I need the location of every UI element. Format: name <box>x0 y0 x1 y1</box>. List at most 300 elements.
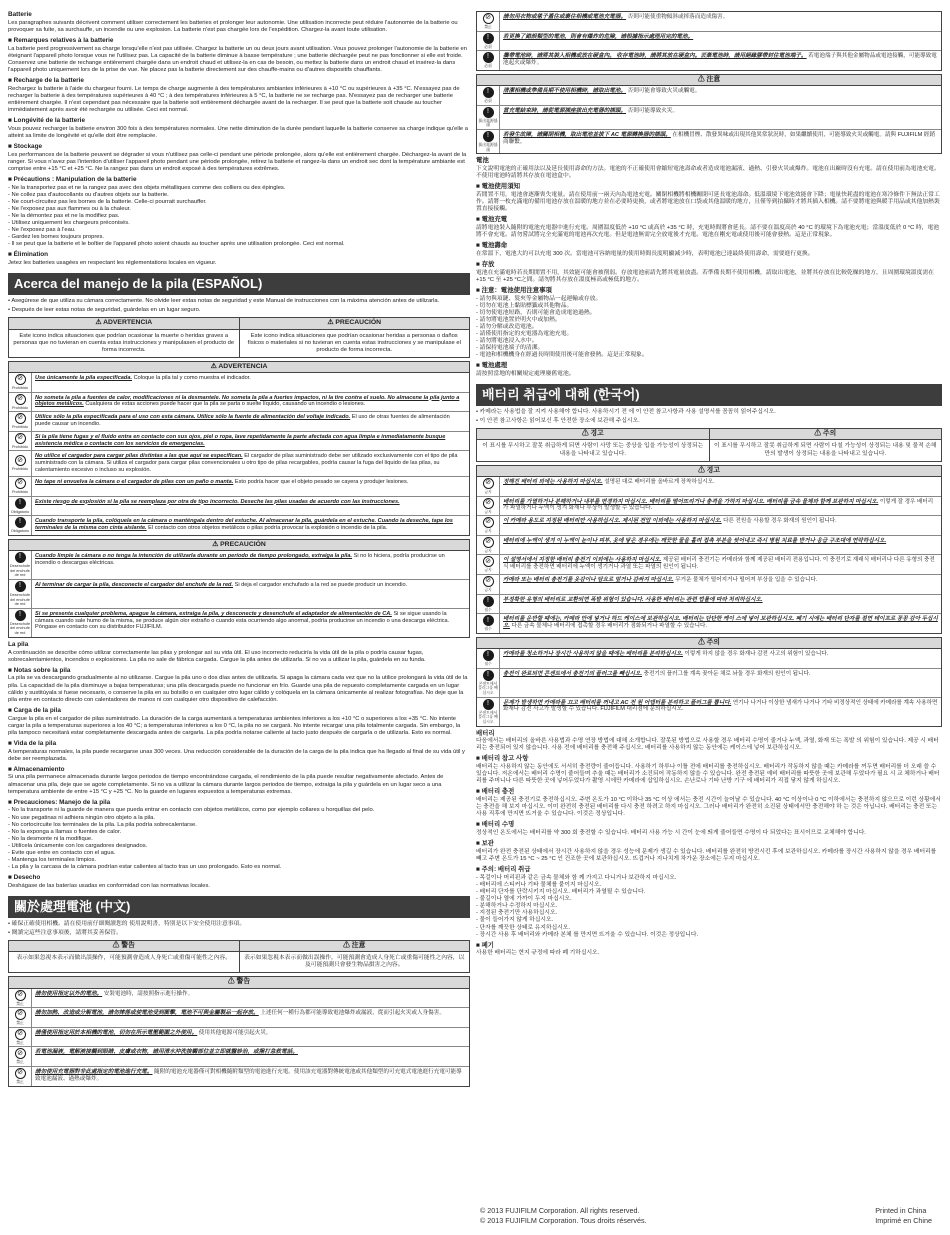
row-text <box>500 86 941 105</box>
prohibition-icon: ⊘ <box>15 1068 26 1079</box>
detail-text: 否則可能導致火災。 <box>626 107 678 114</box>
zh-bullet: • 閱讀完這些注意事項後，請將其妥善保管。 <box>8 929 122 936</box>
list-item: - 請勿將電池浸入水中。 <box>476 338 538 345</box>
emphasis-text: 카메라를 청소하거나 장시간 사용하지 않을 때에는 배터리를 분리하십시오. <box>503 651 683 658</box>
mandatory-action-icon: ! <box>483 33 494 44</box>
es-notes-text: La pila se va descargando gradualmente al no utilizarse. Cargue la pila uno o dos días antes de utilizarla. Si apaga la cámara cada vez que no la utilice prolongará la vida útil de la pila. La capacidad de la pila disminuye a bajas temperaturas; una pila descargada puede no funcionar en frío. Guarde una pila de repuesto completamente cargada en un lugar cálido y sustitúyala si fuese necesario, o conserve la pila en su bolsillo o en cualquier otro lugar cálido y colóquela en la cámara únicamente al realizar fotografías. No deje que la pila entre en contacto directo con calentadores de manos ni con cualquier otro dispositivo de calefacción. <box>8 675 468 703</box>
detail-text: 제공된 배터리 충전기는 카메라와 함께 제공된 배터리 전용입니다. 이 충전기로 재래식 배터리나 다른 유형의 충전식 배터리를 충전하면 배터리에 누액이 생기거나 과열 또는 파열의 원인이 됩니다. <box>503 557 935 571</box>
zh-warning-table <box>8 976 470 1086</box>
table-row <box>9 393 469 413</box>
emphasis-text: 배터리를 가열하거나 분해하거나 내부를 변경하지 마십시오. 배터리를 떨어뜨리거나 충격을 가하지 마십시오. 배터리를 금속 물체와 함께 보관하지 마십시오. <box>503 498 879 505</box>
emphasis-text: 攜帶電池時，請將其裝入相機或放在硬盒內。 收存電池時，請將其放在硬盒內。丟棄電池時，請用絕緣膠帶封住電池端子。 <box>503 53 807 60</box>
symbol-cell <box>477 575 500 594</box>
list-item: - Mantenga los terminales limpios. <box>8 856 96 863</box>
detail-text: 설명된 대로 배터리를 올바르게 장착하십시오. <box>602 478 715 485</box>
table-row <box>9 580 469 609</box>
emphasis-text: 카메라 또는 배터리 충전기를 옷감이나 담요로 덮거나 감싸지 마십시오. <box>503 577 674 584</box>
fr-storage-heading: ■ Stockage <box>8 143 43 150</box>
fr-disposal-text: Jetez les batteries usagées en respectant les réglementations locales en vigueur. <box>8 260 217 267</box>
detail-text: 使用其他電源可能引起火災。 <box>197 1029 272 1036</box>
emphasis-text: Cuando transporte la pila, colóquela en la cámara o manténgala dentro del estuche. Al almacenar la pila, guárdela en el estuche. Cuando la deseche, tape los terminales de la misma con cinta aislante. <box>35 518 453 531</box>
es-charge-text: Cargue la pila en el cargador de pilas suministrado. La duración de la carga aumentará a temperaturas ambientes inferiores a los +10 °C o superiores a los +35 °C. No intente cargar la pila a temperaturas superiores a los 40 °C; a temperaturas inferiores a los 0 °C, la pila no se cargará. No intente recargar una pila totalmente cargada. Sin embargo, la pila tampoco necesitará estar completamente descargada antes de cargarla. La pila podría notarse caliente al tacto justo después de cargarla o de utilizarla. Esto es normal. <box>8 715 461 736</box>
table-row <box>9 477 469 497</box>
table-row <box>9 989 469 1009</box>
ko-warning-table <box>476 465 942 634</box>
copyright-french: © 2013 FUJIFILM Corporation. Tous droits réservés. <box>480 1216 647 1226</box>
table-row <box>477 497 941 517</box>
detail-text: 在相機冒煙、散發異味或出現其他異常狀況時，如果繼續使用，可能導致火災或觸電。請與 FUJIFILM 經銷商聯繫。 <box>503 132 935 145</box>
symbol-cell <box>477 497 500 516</box>
symbol-cell <box>477 477 500 496</box>
ko-bullet: • 이 안전 참고사항은 읽어보신 후 안전한 장소에 보관해 주십시오. <box>476 418 640 425</box>
ko-precautions-list <box>476 875 942 939</box>
symbol-cell <box>9 373 32 392</box>
mandatory-action-icon: ! <box>483 596 494 607</box>
symbol-cell <box>477 51 500 70</box>
detail-text: 이렇게 하지 않을 경우 화재나 감전 사고의 위험이 있습니다. <box>682 651 829 658</box>
list-item: - No cortocircuite los terminales de la pila. La pila podría sobrecalentarse. <box>8 821 197 828</box>
symbol-cell <box>9 580 32 608</box>
warning-triangle-icon: ⚠ <box>814 430 824 438</box>
fr-disposal-heading: ■ Élimination <box>8 251 49 259</box>
symbol-label: Desenchufe del enchufe de red <box>9 592 31 607</box>
row-text <box>500 51 941 70</box>
ko-disposal-text: 사용한 배터리는 현지 규정에 따라 폐 기하십시오. <box>476 950 600 957</box>
mandatory-action-icon: ! <box>15 498 26 509</box>
list-item: - 단자를 깨끗한 상태로 유지하십시오. <box>476 924 570 931</box>
table-row <box>477 86 941 106</box>
symbol-label: 禁止 <box>16 1080 24 1085</box>
warning-triangle-icon: ⚠ <box>227 978 237 986</box>
symbol-label: 必須 <box>484 44 492 49</box>
es-notes-heading: ■ Notas sobre la pila <box>8 666 71 674</box>
symbol-cell <box>9 516 32 535</box>
mandatory-action-icon: ! <box>483 52 494 63</box>
zh-life-text: 在常溫下，電池大約可以充電 300 次。當電池可容納電量的使用時間長度明顯減少時，表明電池已達最終使用壽命，需要進行更換。 <box>476 250 814 257</box>
row-text <box>500 669 941 697</box>
spanish-section <box>8 273 470 890</box>
table-row <box>477 130 941 153</box>
zh-warning-rows-continued <box>477 12 941 70</box>
row-text <box>32 1028 469 1047</box>
symbol-cell <box>9 432 32 451</box>
list-item: - No la desmonte ni la modifique. <box>8 835 93 842</box>
symbol-cell <box>477 86 500 105</box>
detail-text: Si no lo hiciera, podría producirse un incendio o descargas eléctricas. <box>35 553 445 566</box>
fr-life-text: Vous pouvez recharger la batterie environ 300 fois à des températures normales. Une nette diminution de la durée pendant laquelle la batterie conserve sa charge indique qu'elle a atteint sa limite de longévité et qu'elle doit être remplacée. <box>8 125 468 139</box>
signal-description: Este icono indica situaciones que podrían ocasionar heridas a personas o daños físicos o materiales si no tuvieran en cuenta estas instrucciones y se manipulase el producto de forma incorrecta. <box>247 332 461 353</box>
ko-caution-table <box>476 637 942 727</box>
es-charge-heading: ■ Carga de la pila <box>8 706 61 714</box>
emphasis-text: 若發生故障，請關閉相機，取出電池並拔下 AC 電源轉換器的插頭。 <box>503 132 671 139</box>
symbol-label: Prohibido <box>11 467 29 472</box>
fr-precautions-heading: ■ Précautions : Manipulation de la batterie <box>8 176 137 183</box>
zh-precautions-list <box>476 296 942 360</box>
symbol-label: Prohibido <box>11 405 29 410</box>
symbol-label: 금지 <box>484 548 492 553</box>
row-text <box>500 614 941 633</box>
row-text <box>500 516 941 535</box>
list-item: - 배터리에 스티커나 기타 물체를 붙이지 마십시오. <box>476 882 602 889</box>
printed-in-english: Printed in China <box>875 1206 927 1215</box>
left-column <box>8 8 470 1230</box>
zh-section-title: 關於處理電池 (中文) <box>8 896 470 918</box>
prohibition-icon: ⊘ <box>15 478 26 489</box>
row-text <box>500 130 941 153</box>
zh-warning-table-continued <box>476 11 942 71</box>
table-row <box>9 412 469 432</box>
signal-heading: 주의 <box>823 430 837 438</box>
es-battery-text: A continuación se describe cómo utilizar correctamente las pilas y prolongar así su vida útil. El uso incorrecto reduciría la vida útil de la pila o podría causar fugas, sobrecalentamientos, incendios o explosiones. La pila no sale de fábrica cargada. Cargue la pila antes de utilizarla. Si no va a utilizar la pila, guárdela en su funda. <box>8 649 426 663</box>
signal-description: 表示如果忽視本表示而做出誤操作，可能預測會造成人身死亡或重傷可能性之內容，以及可能預測只會發生物品損害之內容。 <box>244 955 465 969</box>
symbol-cell <box>9 551 32 579</box>
symbol-cell <box>9 989 32 1008</box>
emphasis-text: 請勿使用指定以外的電池。 <box>35 990 103 997</box>
warning-triangle-icon: ⚠ <box>697 75 707 83</box>
zh-warning-signal <box>9 941 240 972</box>
table-row <box>9 609 469 637</box>
chinese-section-continued <box>476 11 942 378</box>
zh-caution-signal <box>240 941 470 972</box>
symbol-cell <box>477 130 500 153</box>
symbol-cell <box>9 1047 32 1066</box>
emphasis-text: Al terminar de cargar la pila, desconecte el cargador del enchufe de la red. <box>35 581 234 588</box>
symbol-cell <box>9 451 32 475</box>
zh-signal-words <box>8 940 470 973</box>
table-row <box>477 614 941 633</box>
symbol-label: 拔出電源插頭 <box>478 143 498 152</box>
right-column <box>476 8 942 1230</box>
list-item: - 請勿與項鏈、髮夾等金屬物品一起運輸或存放。 <box>476 295 602 302</box>
warning-triangle-icon: ⚠ <box>343 941 352 949</box>
detail-text: 연기나 나거나 이상한 냄새가 나거나 기타 비정상적인 상태에 카메라를 계속 사용하면 화재나 감전 사고가 발생할 수 있습니다. FUJIFILM 대리점에 문의하십시오. <box>503 699 938 713</box>
list-item: - 배터리 단자를 단락시키지 마십시오. 배터리가 과열될 수 있습니다. <box>476 889 646 896</box>
row-text <box>32 989 469 1008</box>
prohibition-icon: ⊘ <box>483 517 494 528</box>
detail-text: 충전기의 플러그를 계속 꽂아둔 채로 놔둘 경우 화재의 원인이 됩니다. <box>642 670 811 677</box>
prohibition-icon: ⊘ <box>15 1048 26 1059</box>
symbol-cell <box>477 669 500 697</box>
fr-life-heading: ■ Longévité de la batterie <box>8 117 86 125</box>
emphasis-text: 배터리에 누액이 생겨 이 누액이 눈이나 피부, 옷에 닿은 경우에는 깨끗한 물을 흘려 접촉 부분을 씻어내고 즉시 병원 치료를 받거나 응급 구조대에 연락하십시오. <box>503 537 887 544</box>
symbol-cell <box>477 516 500 535</box>
printed-in-french: Imprimé en Chine <box>875 1216 932 1226</box>
mandatory-action-icon: ! <box>483 87 494 98</box>
row-text <box>32 432 469 451</box>
row-text <box>32 609 469 637</box>
es-caution-signal <box>240 318 470 356</box>
prohibition-icon: ⊘ <box>15 413 26 424</box>
table-row <box>9 1067 469 1086</box>
es-caution-table <box>8 539 470 638</box>
row-text <box>32 1067 469 1086</box>
list-item: - 請保持電池端子的清潔。 <box>476 345 544 352</box>
symbol-label: Obligatorio <box>10 509 30 514</box>
es-storage-text: Si una pila permanece almacenada durante largos periodos de tiempo encontrándose cargada, el rendimiento de la pila puede resultar negativamente afectado. Antes de almacenar una pila, deje que se agote completamente. Si no va a utilizar la cámara durante largos periodos de tiempo, extraiga la pila y guárdela en un lugar seco a una temperatura ambiente de entre +15 °C y +25 °C. No la guarde en lugares expuestos a temperaturas extremas. <box>8 774 444 795</box>
row-text <box>500 497 941 516</box>
warning-triangle-icon: ⚠ <box>327 319 336 327</box>
symbol-label: 금지 <box>484 509 492 514</box>
detail-text: 安裝電池時，請按照指示進行操作。 <box>102 990 194 997</box>
signal-heading: 注意 <box>351 941 366 949</box>
ko-signal-words <box>476 428 942 461</box>
list-item: - Ne court-circuitez pas les bornes de la batterie. Celle-ci pourrait surchauffer. <box>8 198 207 205</box>
emphasis-text: 請勿使用充電器對非此處指定的電池進行充電。 <box>35 1069 153 1076</box>
prohibition-icon: ⊘ <box>15 374 26 385</box>
table-row <box>9 1008 469 1028</box>
list-item: - Utilícela únicamente con los cargadores designados. <box>8 842 148 849</box>
detail-text: 다른 금속 물체나 배터리에 접촉할 경우 배터리가 점화되거나 파열할 수 있습니다. <box>509 623 707 630</box>
row-text <box>32 373 469 392</box>
symbol-cell <box>9 412 32 431</box>
row-text <box>500 555 941 574</box>
list-item: - 請勿分解或改造電池。 <box>476 324 538 331</box>
zh-warning-rows <box>9 989 469 1086</box>
row-text <box>500 32 941 51</box>
prohibition-icon: ⊘ <box>15 1009 26 1020</box>
prohibition-icon: ⊘ <box>15 990 26 1001</box>
emphasis-text: Cuando limpie la cámara o no tenga la intención de utilizarla durante un período de tiempo prolongado, extraiga la pila. <box>35 553 353 560</box>
list-item: - Evite que entre en contacto con el agua. <box>8 849 116 856</box>
fr-intro: Les paragraphes suivants décrivent comment utiliser correctement les batteries et prolonger leur autonomie. Une utilisation incorrecte peut réduire l'autonomie de la batterie ou provoquer sa fuite, sa surchauffe, un incendie ou une explosion. La batterie n'est pas chargée lors de l'expédition. Chargez-la avant toute utilisation. <box>8 19 458 33</box>
row-text <box>500 106 941 129</box>
table-heading: 경고 <box>706 466 720 474</box>
symbol-label: 必須 <box>484 64 492 69</box>
es-warning-rows <box>9 373 469 535</box>
zh-battery-text: 下文說明電池的正確用法以及延長使用壽命的方法。電池的不正確使用會縮短電池壽命或者造成電池漏液、過熱、引發火災或爆炸。電池在出廠時沒有充電。請在使用前為電池充電。不使用電池時請將其存放在電池盒中。 <box>476 166 940 180</box>
table-row <box>9 373 469 393</box>
es-life-text: A temperaturas normales, la pila puede recargarse unas 300 veces. Una reducción considerable de la duración de la carga de la pila indica que ha llegado al final de su vida útil y debe ser reemplazada. <box>8 748 465 762</box>
list-item: - 請勿將電池置於明火中或加熱。 <box>476 316 561 323</box>
table-row <box>477 536 941 556</box>
row-text <box>32 551 469 579</box>
emphasis-text: Use únicamente la pila especificada. <box>35 374 133 381</box>
list-item: - Ne l'exposez pas à l'eau. <box>8 227 76 234</box>
emphasis-text: 請勿用衣物或毯子蓋住或裹住相機或電池充電器。 <box>503 14 627 20</box>
ko-warning-rows <box>477 477 941 633</box>
signal-description: 이 표시를 무시하고 잘못 취급하게 되면 사람이 다칠 가능성이 상정되는 내용 및 물적 손해 만의 발생이 상정되는 내용을 나타내고 있습니다. <box>713 443 937 457</box>
symbol-cell <box>477 649 500 668</box>
table-row <box>477 477 941 497</box>
ko-section-title: 배터리 취급에 대해 (한국어) <box>476 384 942 406</box>
row-text <box>500 12 941 31</box>
fr-charge-text: Rechargez la batterie à l'aide du chargeur fourni. Le temps de charge augmente à des températures ambiantes inférieures à +10 °C ou supérieures à +35 °C. N'essayez pas de recharger la batterie à des températures supérieures à 40 °C ; à des températures inférieures à 5 °C, la batterie ne se recharge pas. N'essayez pas de recharger une batterie entièrement chargée. Il n'est cependant pas nécessaire que la batterie soit entièrement déchargée avant de la recharger. Il se peut que la batterie soit chaude au toucher immédiatement après avoir été rechargée ou utilisée. Ceci est normal. <box>8 85 460 113</box>
french-section <box>8 11 470 267</box>
table-row <box>477 555 941 575</box>
list-item: - 목걸이나 머리핀과 같은 금속 물체와 함 께 가지고 다니거나 보관하지 마십시오. <box>476 875 677 882</box>
detail-text: 否則可能會導致火災或觸電。 <box>626 88 701 95</box>
symbol-label: 금지 <box>484 489 492 494</box>
warning-triangle-icon: ⚠ <box>698 466 707 474</box>
detail-text: Coloque la pila tal y como muestra el indicador. <box>132 374 251 381</box>
ko-charge-heading: ■ 배터리 충전 <box>476 788 515 796</box>
prohibition-icon: ⊘ <box>483 478 494 489</box>
detail-text: Si se sigue usando la cámara cuando sale humo de la misma, se produce algún olor extraño o cuando esta ocurriendo algo anormal, podría producirse un incendio o una descarga eléctrica. Póngase en contacto con su distribuidor FUJIFILM. <box>35 610 450 631</box>
emphasis-text: No tape ni envuelva la cámara o el cargador de pilas con un paño o manta. <box>35 478 234 485</box>
ko-life-heading: ■ 배터리 수명 <box>476 821 515 829</box>
symbol-cell <box>477 595 500 614</box>
signal-heading: PRECAUCIÓN <box>335 319 382 327</box>
table-row <box>477 516 941 536</box>
list-item: - La pila y la carcasa de la cámara podrían estar calientes al tacto tras un uso prolongado. Esto es normal. <box>8 863 282 870</box>
symbol-label: 禁止 <box>484 25 492 29</box>
symbol-cell <box>9 1028 32 1047</box>
detail-text: El cargador de pilas suministrado debe ser utilizado exclusivamente con el tipo de pila suministrado con la cámara. Si utiliza el cargador para cargar pilas convencionales u otro tipo de pilas recargables, podría causar la fuga del líquido de las pilas, su calentamiento excesivo o incluso su explosión. <box>35 453 458 474</box>
zh-charge-heading: ■ 電池充電 <box>476 216 508 224</box>
ko-battery-text: 다음에서는 배터리의 올바른 사용법과 수명 연장 방법에 대해 소개합니다. 잘못된 방법으로 사용할 경우 배터리 수명이 줄거나 누액, 과열, 화재 또는 폭발 의 위험이 있습니다. 제공 시 배터리는 충전되어 있지 않습니다. 사용 전에 배터리를 충전해 주십시오. 배터리를 사용하지 않는 동안에는 케이스에 넣어 보관하십시오. <box>476 738 939 752</box>
list-item: - No la exponga a llamas o fuentes de calor. <box>8 828 122 835</box>
list-item: - 請僅使用指定的充電器為電池充電。 <box>476 331 573 338</box>
prohibition-icon: ⊘ <box>483 537 494 548</box>
row-text <box>32 393 469 412</box>
symbol-cell <box>477 698 500 726</box>
symbol-cell <box>9 393 32 412</box>
symbol-label: 금지 <box>484 568 492 573</box>
list-item: - Ne la démontez pas et ne la modifiez pas. <box>8 213 120 220</box>
list-item: - 불길이나 열에 가까이 두지 마십시오. <box>476 896 572 903</box>
emphasis-text: Existe riesgo de explosión si la pila se reemplaza por otra de tipo incorrecto. Deseche las pilas usadas de acuerdo con las instrucciones. <box>35 498 400 505</box>
row-text <box>32 477 469 496</box>
table-row <box>477 12 941 32</box>
ko-caution-signal <box>710 429 942 460</box>
symbol-cell <box>9 477 32 496</box>
list-item: - 장시간 사용 후 배터리와 카메라 본체 를 만지면 뜨거울 수 있습니다. 이것은 정상입니다. <box>476 931 699 938</box>
symbol-cell <box>477 555 500 574</box>
mandatory-action-icon: ! <box>483 615 494 626</box>
symbol-label: Prohibido <box>11 425 29 430</box>
detail-text: Cualquiera de estas acciones puede hacer que la pila se parta o suelte líquido, causando un incendio o lesiones. <box>83 401 366 408</box>
detail-text: 다른 전원을 사용할 경우 화재의 원인이 됩니다. <box>721 518 837 525</box>
row-text <box>500 575 941 594</box>
row-text <box>32 1008 469 1027</box>
table-heading: 注意 <box>706 75 721 83</box>
fr-storage-text: Les performances de la batterie peuvent se dégrader si vous n'utilisez pas celle-ci pendant une période prolongée, alors qu'elle est entièrement chargée. Déchargez-la avant de la ranger. Si vous n'avez pas l'intention d'utiliser l'appareil photo pendant une période prolongée, retirez la batterie et rangez-la dans un endroit sec dont la température ambiante est comprise entre +15 °C et +25 °C. Ne la rangez pas dans un endroit exposé à des températures extrêmes. <box>8 151 467 172</box>
detail-text: 上述任何一種行為都可能導致電池爆炸或漏液，從而引起火災或人身傷害。 <box>258 1010 445 1017</box>
table-row <box>477 698 941 726</box>
symbol-label: 필수 <box>484 662 492 667</box>
table-heading: PRECAUCIÓN <box>220 540 266 548</box>
symbol-cell <box>9 1067 32 1086</box>
fr-precautions-list <box>8 185 470 249</box>
zh-caution-rows <box>477 86 941 153</box>
ko-life-text: 정상적인 온도에서는 배터리를 약 300 회 충전할 수 있습니다. 배터리 사용 가능 시 간이 눈에 띄게 줄어들면 수명이 다 되었다는 표시이므로 교체해야 합니다. <box>476 830 866 837</box>
signal-heading: 警告 <box>121 941 135 949</box>
row-text <box>32 580 469 608</box>
emphasis-text: Si la pila tiene fugas y el fluido entra en contacto con sus ojos, piel o ropa, lave repetidamente la parte afectada con agua limpia e inmediatamente busque asistencia médica o contacte con los servicios de emergencias. <box>35 433 446 447</box>
mandatory-action-icon: ! <box>15 610 26 621</box>
emphasis-text: 문제가 발생하면 카메라를 끄고 배터리를 꺼내고 AC 전 원 어댑터를 분리하고 플러그를 뽑니다. <box>503 699 732 706</box>
symbol-label: 拔出電源插頭 <box>478 118 498 128</box>
mandatory-action-icon: ! <box>15 517 26 528</box>
list-item: - 切勿在電池上黏貼標籤或其他物品。 <box>476 302 573 309</box>
prohibition-icon: ⊘ <box>483 13 494 24</box>
list-item: - 분해하거나 수정하지 마십시오. <box>476 903 558 910</box>
warning-triangle-icon: ⚠ <box>581 430 591 438</box>
row-text <box>500 536 941 555</box>
symbol-cell <box>9 1008 32 1027</box>
emphasis-text: 이 카메라 용도로 지정된 배터리만 사용하십시오. 제시된 전압 이외에는 사용하지 마십시오. <box>503 518 722 525</box>
zh-life-heading: ■ 電池壽命 <box>476 242 508 250</box>
fr-charge-heading: ■ Recharge de la batterie <box>8 77 84 84</box>
symbol-label: Desenchufe del enchufe de red <box>9 564 31 578</box>
mandatory-action-icon: ! <box>483 699 494 710</box>
ko-battery-heading: 배터리 <box>476 729 495 737</box>
list-item: - 電池和相機機身在經過長時間使用後可能會發熱。這是正常現象。 <box>476 352 648 359</box>
symbol-label: 콘센트에서 플러그를 빼십시오 <box>478 710 498 724</box>
signal-description: 이 표시를 무시하고 잘못 취급하게 되면 사람이 사망 또는 중상을 입을 가능성이 상정되는 내용을 나타내고 있습니다. <box>482 443 704 457</box>
row-text <box>32 516 469 535</box>
signal-heading: ADVERTENCIA <box>103 319 153 327</box>
signal-description: 表示如果忽視本表示而做出誤操作，可能預測會造成人身死亡或重傷可能性之內容。 <box>16 955 231 962</box>
zh-caution-table <box>476 74 942 154</box>
korean-section <box>476 384 942 957</box>
symbol-cell <box>9 609 32 637</box>
table-row <box>477 595 941 615</box>
symbol-label: Prohibido <box>11 489 29 494</box>
mandatory-action-icon: ! <box>15 552 26 563</box>
table-row <box>9 1047 469 1067</box>
ko-charge-text: 배터리는 제공된 충전기로 충전하십시오. 주변 온도가 10 °C 이하나 35 °C 이상 에서는 충전 시간이 늘어날 수 있습니다. 40 °C 이상이나 0 °C 이하에서는 충전하지 않으므로 이런 상황에서는 충전을 해 보지 마십시오. 이미 완전히 충전된 배터리를 다시 충전 하려고 하지 마십시오. 그러나 배터리가 완전히 소진된 상태에서만 충전해야 하 는 것은 아닙니다. 배터리는 충전 또는 사용 직후에 만지면 뜨거울 수 있습니다. 이것은 정상입니다. <box>476 797 941 818</box>
zh-storage-text: 電池在充滿電時若長期閒置不用，其效能可能會被削弱。存放電池前請先將其電量放盡。若準備長期不使用相機，請取出電池，並將其存放在比較乾燥的地方，且周圍環境溫度需在 +15 °C 至 +25 °C之間。請勿將其存放在溫度極高或極低的地方。 <box>476 269 934 283</box>
prohibition-icon: ⊘ <box>15 394 26 405</box>
detail-text: 이렇게 잘 경우 배터리가 파열하거나 누액이 생겨 화재나 부상이 발생할 수 있습니다. <box>503 498 934 512</box>
ko-precautions-heading: ■ 주의: 배터리 취급 <box>476 866 531 874</box>
emphasis-text: 若更換了錯誤類型的電池，則會有爆炸的危險，請根據指示處理用完的電池。 <box>503 33 694 40</box>
mandatory-action-icon: ! <box>483 107 494 118</box>
symbol-label: 禁止 <box>16 1021 24 1026</box>
table-row <box>9 1028 469 1048</box>
ko-notes-heading: ■ 배터리 참고 사항 <box>476 755 529 763</box>
es-storage-heading: ■ Almacenamiento <box>8 765 65 773</box>
zh-disposal-heading: ■ 電池處理 <box>476 362 508 370</box>
table-row <box>477 106 941 130</box>
mandatory-action-icon: ! <box>15 581 26 592</box>
es-caution-rows <box>9 551 469 637</box>
emphasis-text: 請僅使用指定用於本相機的電池，切勿在所示電壓範圍之外使用。 <box>35 1029 198 1036</box>
es-battery-heading: La pila <box>8 640 29 648</box>
table-row <box>9 497 469 517</box>
emphasis-text: Si se presenta cualquier problema, apague la cámara, extraiga la pila, y desconecte y desenchufe el adaptador de alimentación de CA. <box>35 610 392 617</box>
table-row <box>477 649 941 669</box>
es-bullet: • Asegúrese de que utiliza su cámara correctamente. No olvide leer estas notas de seguridad y este Manual de instrucciones con la máxima atención antes de utilizarla. <box>8 298 440 305</box>
list-item: - 지정된 충전기만 사용하십시오. <box>476 910 558 917</box>
warning-triangle-icon: ⚠ <box>210 362 219 370</box>
es-disposal-text: Deshágase de las baterías usadas en conformidad con las normativas locales. <box>8 882 211 889</box>
symbol-label: 콘센트에서 플러그를 빼십시오 <box>478 681 498 696</box>
symbol-label: Prohibido <box>11 444 29 449</box>
symbol-cell <box>477 614 500 633</box>
prohibition-icon: ⊘ <box>483 556 494 567</box>
es-bullet: • Después de leer estas notas de seguridad, guárdelas en un lugar seguro. <box>8 307 201 314</box>
row-text <box>32 1047 469 1066</box>
es-life-heading: ■ Vida de la pila <box>8 739 57 747</box>
row-text <box>32 497 469 516</box>
zh-battery-heading: 電池 <box>476 157 489 165</box>
emphasis-text: Utilice sólo la pila especificada para el uso con esta cámara. Utilice sólo la fuente de alimentación del voltaje indicado. <box>35 414 351 421</box>
es-warning-signal <box>9 318 240 356</box>
list-item: - Ne l'exposez pas aux flammes ou à la chaleur. <box>8 206 131 212</box>
symbol-cell <box>477 536 500 555</box>
row-text <box>32 451 469 475</box>
warning-triangle-icon: ⚠ <box>112 941 122 949</box>
symbol-label: 필수 <box>484 607 492 612</box>
warning-triangle-icon: ⚠ <box>95 319 104 327</box>
detail-text: Esto podría hacer que el objeto pesado se cayera y produjer lesiones. <box>233 478 409 485</box>
emphasis-text: 請勿加熱、改造或分解電池，請勿摔落或使電池受到衝擊，電池不可與金屬製品一起存放。 <box>35 1010 259 1017</box>
ko-bullet: • 카메라는 사용법을 잘 지켜 사용해야 합니다. 사용하시기 전 에 이 안전 참고사항과 사용 설명서를 꼼꼼히 읽어주십시오. <box>476 409 776 416</box>
ko-storage-heading: ■ 보관 <box>476 840 494 848</box>
prohibition-icon: ⊘ <box>15 1029 26 1040</box>
